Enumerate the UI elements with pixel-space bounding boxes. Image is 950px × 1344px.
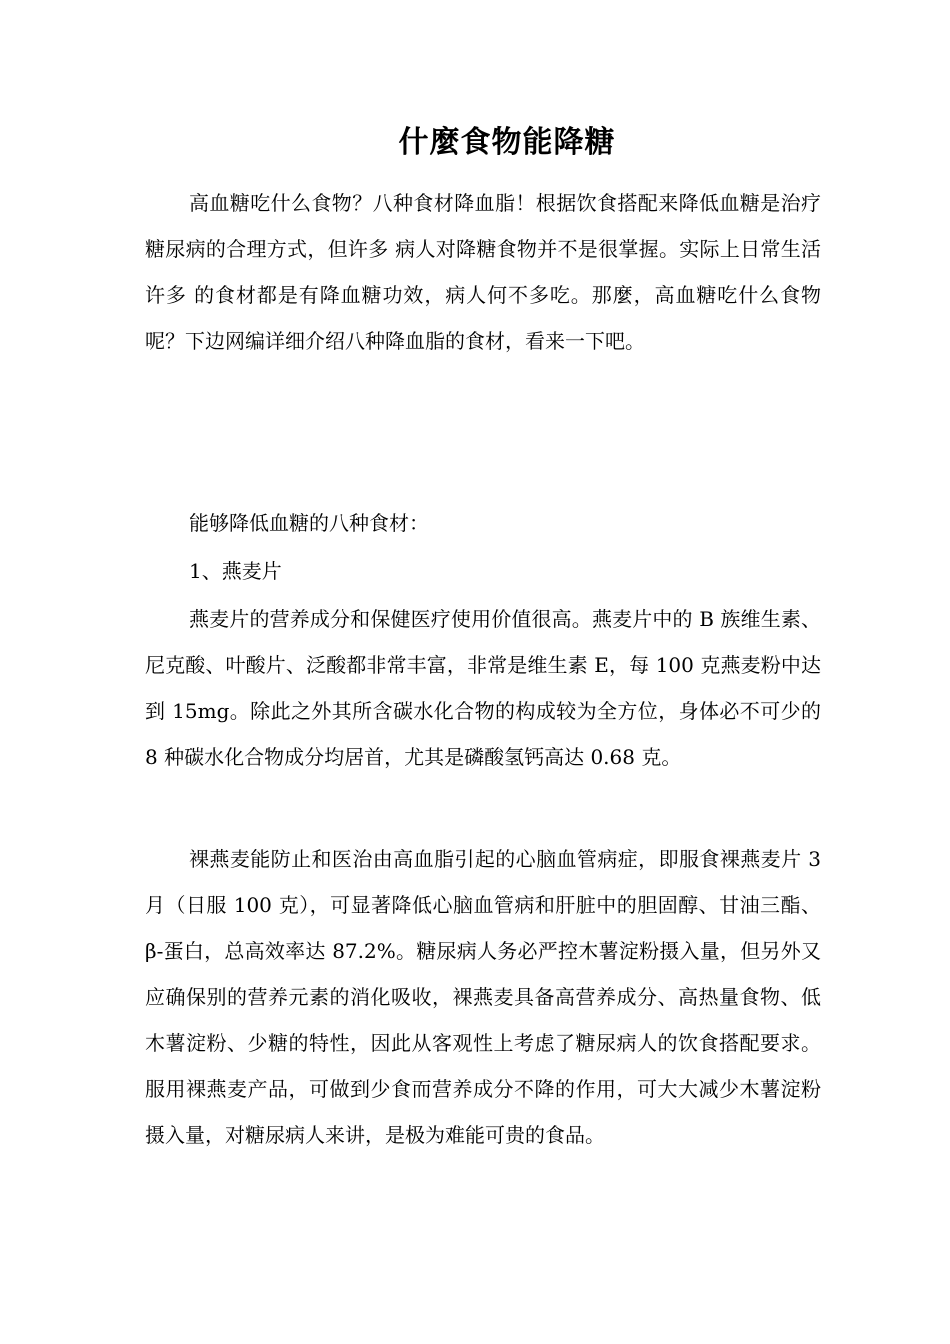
- list-heading: 能够降低血糖的八种食材：: [189, 511, 429, 535]
- item-1-title: 1、燕麦片: [189, 559, 282, 583]
- document-title: 什麼食物能降糖: [398, 125, 616, 160]
- intro-paragraph: 高血糖吃什么食物？八种食材降血脂！根据饮食搭配来降低血糖是治疗糖尿病的合理方式，但许多 病人对降糖食物并不是很掌握。实际上日常生活许多 的食材都是有降血糖功效，病人何不多吃。那麼，高血糖吃什么食物呢？下边网编详细介绍八种降血脂的食材，看来一下吧。: [145, 191, 821, 353]
- item-1-body-paragraph: 燕麦片的营养成分和保健医疗使用价值很高。燕麦片中的 B 族维生素、尼克酸、叶酸片、泛酸都非常丰富，非常是维生素 E，每 100 克燕麦粉中达到 15mg。除此之外其所含碳水化合物的构成较为全方位，身体必不可少的 8 种碳水化合物成分均居首，尤其是磷酸氢钙高达 0.68 克。: [145, 607, 821, 769]
- item-1-body-paragraph-2: 裸燕麦能防止和医治由高血脂引起的心脑血管病症，即服食裸燕麦片 3 月（日服 100 克），可显著降低心脑血管病和肝脏中的胆固醇、甘油三酯、β-蛋白，总高效率达 87.2%。糖尿病人务必严控木薯淀粉摄入量，但另外又应确保别的营养元素的消化吸收，裸燕麦具备高营养成分、高热量食物、低木薯淀粉、少糖的特性，因此从客观性上考虑了糖尿病人的饮食搭配要求。服用裸燕麦产品，可做到少食而营养成分不降的作用，可大大减少木薯淀粉摄入量，对糖尿病人来讲，是极为难能可贵的食品。: [145, 847, 821, 1147]
